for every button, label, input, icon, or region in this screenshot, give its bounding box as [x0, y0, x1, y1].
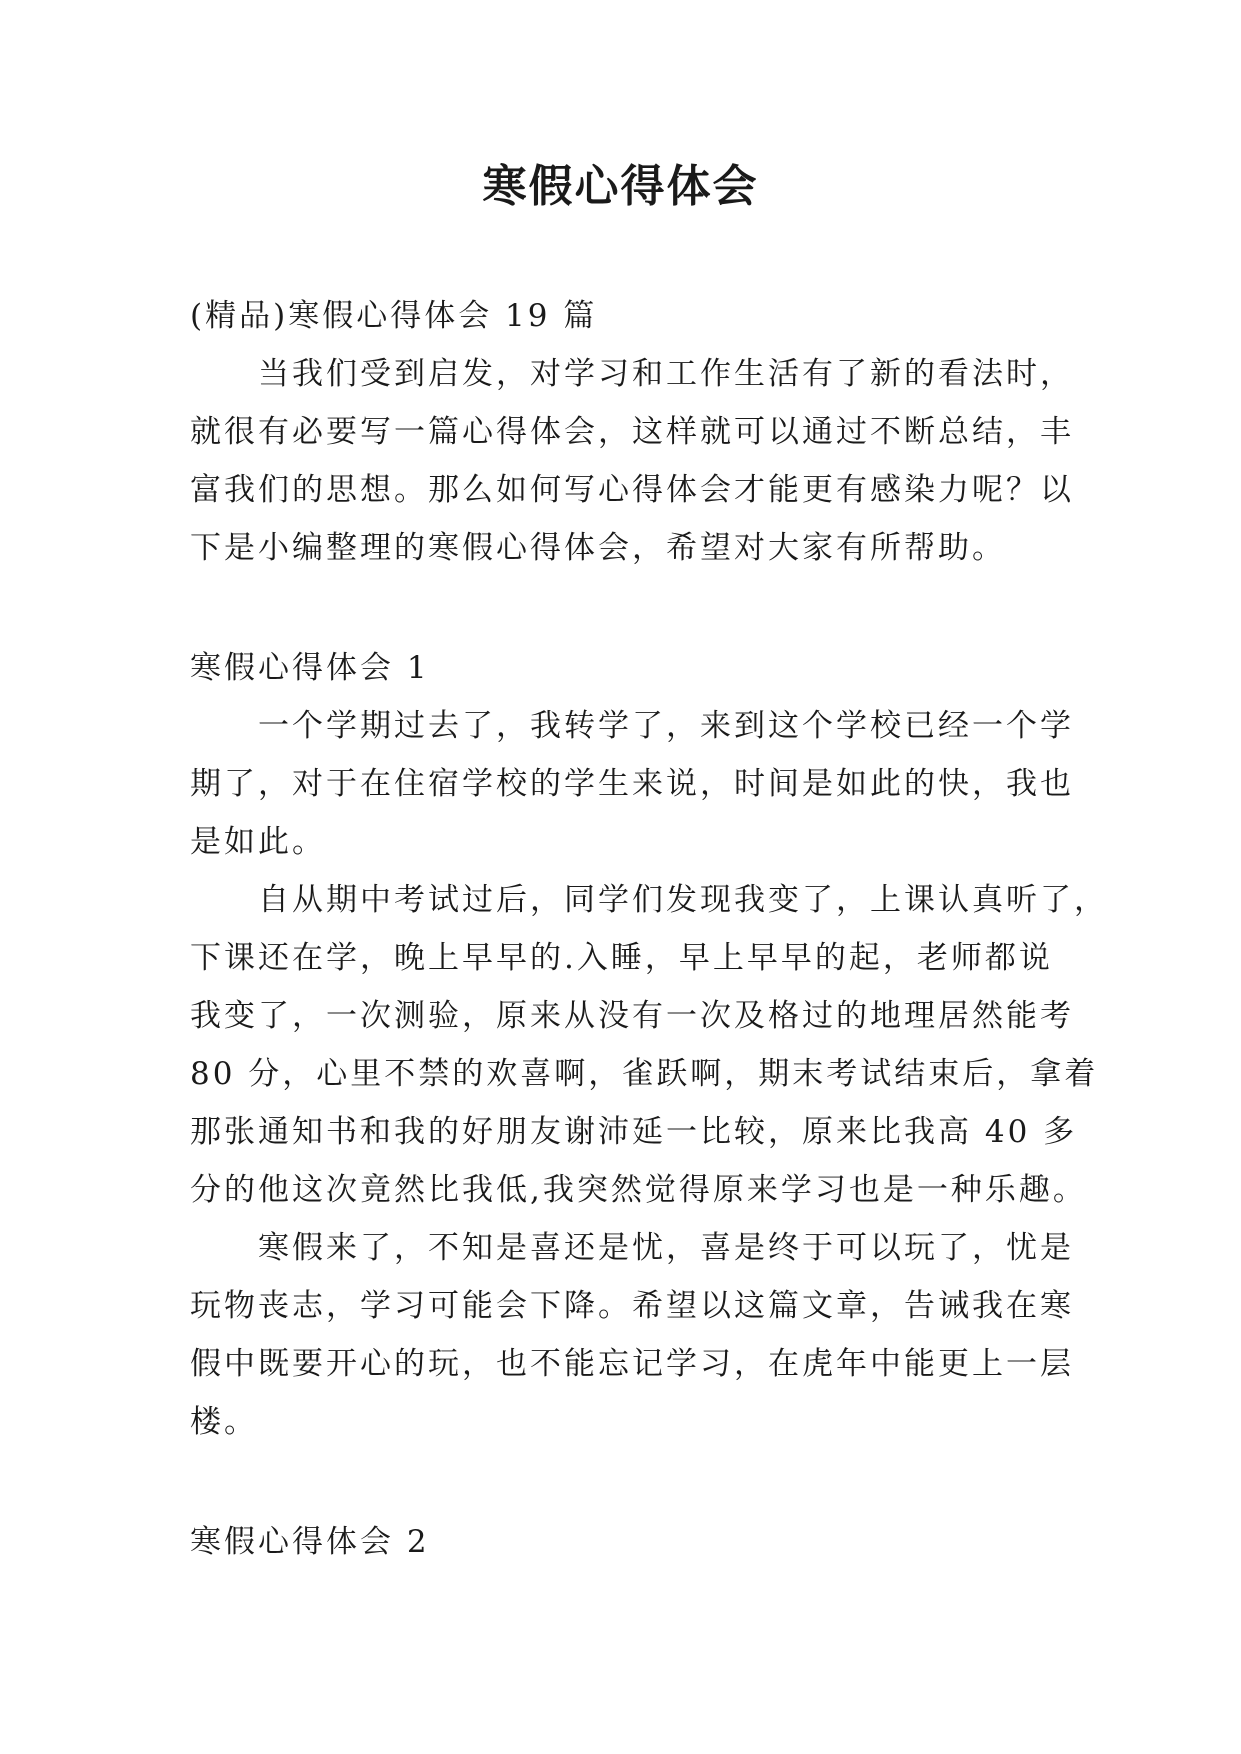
s1-p1-line-2: 期了，对于在住宿学校的学生来说，时间是如此的快，我也 [190, 766, 1074, 802]
s1-p2-line-1: 自从期中考试过后，同学们发现我变了，上课认真听了， [258, 882, 1108, 918]
s1-p3-line-4: 楼。 [190, 1404, 258, 1440]
s1-p1-line-3: 是如此。 [190, 824, 326, 860]
s1-p1-line-1: 一个学期过去了，我转学了，来到这个学校已经一个学 [258, 708, 1074, 744]
document-subtitle: (精品)寒假心得体会 19 篇 [190, 298, 598, 334]
s1-p2-line-3: 我变了，一次测验，原来从没有一次及格过的地理居然能考 [190, 998, 1074, 1034]
s1-p3-line-3: 假中既要开心的玩，也不能忘记学习，在虎年中能更上一层 [190, 1346, 1074, 1382]
s1-p2-line-6: 分的他这次竟然比我低,我突然觉得原来学习也是一种乐趣。 [190, 1172, 1087, 1208]
s1-p3-line-1: 寒假来了，不知是喜还是忧，喜是终于可以玩了，忧是 [258, 1230, 1074, 1266]
document-title: 寒假心得体会 [482, 161, 759, 212]
section-heading-2: 寒假心得体会 2 [190, 1524, 430, 1560]
section-heading-1: 寒假心得体会 1 [190, 650, 430, 686]
s1-p2-line-4: 80 分，心里不禁的欢喜啊，雀跃啊，期末考试结束后，拿着 [190, 1056, 1099, 1092]
s1-p2-line-2: 下课还在学，晚上早早的.入睡，早上早早的起，老师都说 [190, 940, 1053, 976]
intro-line-4: 下是小编整理的寒假心得体会，希望对大家有所帮助。 [190, 530, 1006, 566]
s1-p3-line-2: 玩物丧志，学习可能会下降。希望以这篇文章，告诫我在寒 [190, 1288, 1074, 1324]
intro-line-2: 就很有必要写一篇心得体会，这样就可以通过不断总结，丰 [190, 414, 1074, 450]
s1-p2-line-5: 那张通知书和我的好朋友谢沛延一比较，原来比我高 40 多 [190, 1114, 1078, 1150]
intro-line-1: 当我们受到启发，对学习和工作生活有了新的看法时， [258, 356, 1074, 392]
intro-line-3: 富我们的思想。那么如何写心得体会才能更有感染力呢？以 [190, 472, 1074, 508]
